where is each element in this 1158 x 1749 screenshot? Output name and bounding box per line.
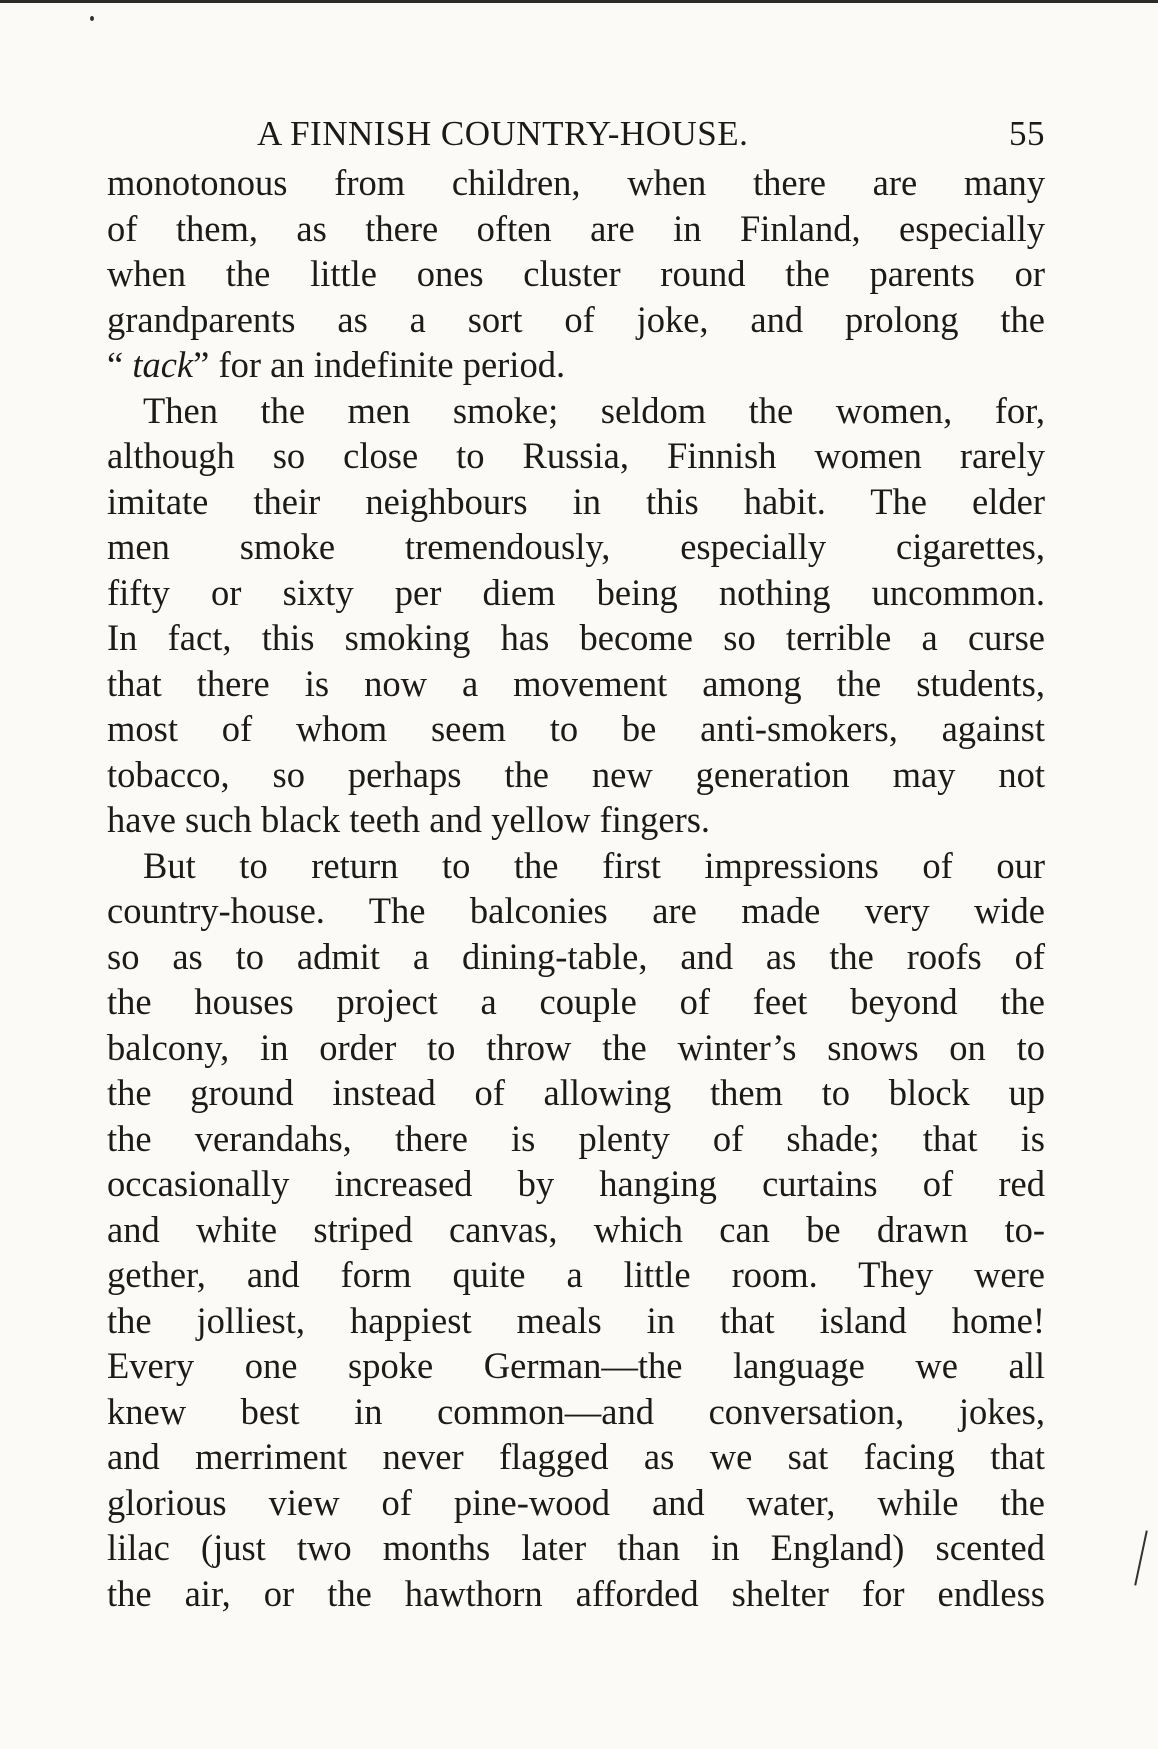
text-line: tobacco, so perhaps the new generation may not — [107, 753, 1045, 795]
text-line — [107, 342, 1045, 388]
text-line: so as to admit a dining-table, and as the roofs of — [107, 935, 1045, 977]
text-line: fifty or sixty per diem being nothing uncommon. — [107, 571, 1045, 613]
text-line: country-house. The balconies are made very wide — [107, 890, 1045, 931]
text-line: Then the men smoke; seldom the women, for, — [143, 389, 1045, 431]
text-line: the air, or the hawthorn afforded shelter for endless — [107, 1572, 1045, 1614]
text-line: the jolliest, happiest meals in that island home! — [107, 1299, 1045, 1341]
text-line: Every one spoke German—the language we all — [107, 1345, 1045, 1386]
running-head — [107, 108, 1045, 160]
text-line: glorious view of pine-wood and water, while the — [107, 1481, 1045, 1523]
text-line: although so close to Russia, Finnish women rarely — [107, 435, 1045, 476]
margin-pencil-mark — [1134, 1530, 1148, 1585]
open-quote: “ — [107, 344, 124, 385]
text-line: imitate their neighbours in this habit. The elder — [107, 480, 1045, 522]
text-line: that there is now a movement among the students, — [107, 662, 1045, 704]
text-line: But to return to the first impressions of our — [143, 844, 1045, 886]
text-line: monotonous from children, when there are many — [107, 162, 1045, 203]
chapter-title: A FINNISH COUNTRY-HOUSE. — [257, 114, 749, 153]
top-border-rule — [0, 0, 1158, 3]
book-page — [107, 108, 1045, 1616]
paragraph-2 — [107, 388, 1045, 843]
text-line: and white striped canvas, which can be drawn to- — [107, 1208, 1045, 1250]
page-number: 55 — [1009, 114, 1045, 153]
text-line: have such black teeth and yellow fingers. — [107, 799, 711, 840]
text-line: and merriment never flagged as we sat facing that — [107, 1436, 1045, 1477]
text-line: of them, as there often are in Finland, especially — [107, 207, 1045, 249]
text-line: gether, and form quite a little room. They were — [107, 1254, 1045, 1295]
paragraph-1 — [107, 160, 1045, 388]
text-line: men smoke tremendously, especially cigarettes, — [107, 526, 1045, 567]
text-line: the ground instead of allowing them to block up — [107, 1072, 1045, 1113]
text-line: the houses project a couple of feet beyond the — [107, 981, 1045, 1022]
text-line: knew best in common—and conversation, jokes, — [107, 1390, 1045, 1432]
text-line: the verandahs, there is plenty of shade; that is — [107, 1117, 1045, 1159]
ink-speck — [90, 16, 94, 21]
text-line: balcony, in order to throw the winter’s snows on to — [107, 1026, 1045, 1068]
text-line: most of whom seem to be anti-smokers, against — [107, 708, 1045, 749]
text-line: lilac (just two months later than in England) scented — [107, 1527, 1045, 1568]
paragraph-3 — [107, 843, 1045, 1617]
text-line: grandparents as a sort of joke, and prolong the — [107, 298, 1045, 340]
line-remainder: ” for an indefinite period. — [193, 344, 566, 385]
text-line: In fact, this smoking has become so terrible a curse — [107, 617, 1045, 658]
text-line: when the little ones cluster round the parents or — [107, 253, 1045, 294]
text-line: occasionally increased by hanging curtains of red — [107, 1163, 1045, 1204]
italic-word: tack — [132, 344, 194, 385]
